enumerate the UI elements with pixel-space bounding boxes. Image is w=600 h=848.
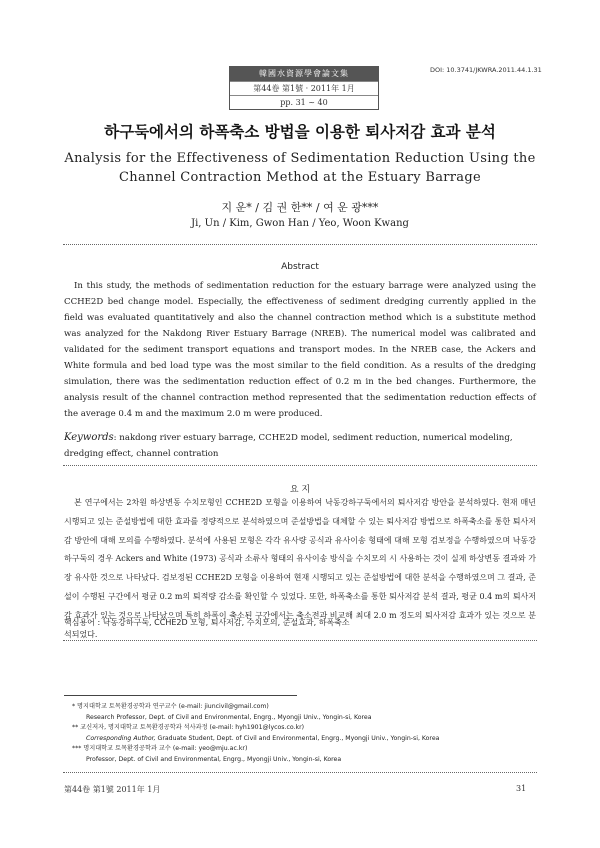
divider-dotted: [63, 244, 537, 245]
abstract-text: In this study, the methods of sedimentation reduction for the estuary barrage were analyzed using the CCHE2D bed change model. Especially, the effectiveness of sediment dredging currently applied in the field was evaluated quantitatively and also the channel contraction method which is a substitute method was analyzed for the Nakdong River Estuary Barrage (NREB). The numerical model was calibrated and validated for the sediment transport equations and transport modes. In the NREB case, the Ackers and White formula and bed load type was the most similar to the field condition. As a results of the dredging simulation, there was the sedimentation reduction effect of 0.2 m in the bed changes. Furthermore, the analysis result of the channel contraction method represented that the sedimentation reduction effects of the average 0.4 m and the maximum 2.0 m were produced.: [64, 281, 536, 419]
footnote-3-korean: *** 명지대학교 토목환경공학과 교수 (e-mail: yeo@mju.ac.kr): [72, 745, 248, 752]
footnote-1-english: Research Professor, Dept. of Civil and Environmental, Engrg., Myongji Univ., Yongin-si, Korea: [86, 713, 372, 721]
corresponding-author-label: Corresponding Author,: [86, 734, 156, 742]
keywords-label: Keywords: [64, 432, 114, 443]
footnotes: [72, 702, 542, 765]
abstract-heading: Abstract: [281, 262, 319, 272]
footnote-rule: [64, 695, 297, 696]
journal-info-box: [229, 66, 379, 110]
keywords-text: : nakdong river estuary barrage, CCHE2D model, sediment reduction, numerical modeling, dredging effect, channel contration: [64, 433, 513, 459]
korean-abstract-heading: 요 지: [289, 485, 311, 495]
footnote-2-korean: ** 교신저자, 명지대학교 토목환경공학과 석사과정 (e-mail: hyh1901@lycos.co.kr): [72, 724, 305, 731]
title-english: Analysis for the Effectiveness of Sedimentation Reduction Using the Channel Contraction Method at the Estuary Barrage: [64, 151, 536, 185]
divider-dotted: [63, 465, 537, 466]
footnote-3-english: Professor, Dept. of Civil and Environmental, Engrg., Myongji Univ., Yongin-si, Korea: [86, 755, 342, 763]
authors-korean: 지 운* / 김 권 한** / 여 운 광***: [221, 201, 379, 214]
journal-pages: pp. 31 ~ 40: [230, 95, 378, 109]
keywords: [64, 430, 536, 462]
page-footer-journal: 第44卷 第1號 2011年 1月: [64, 785, 161, 794]
footnote-2-english-text: Graduate Student, Dept. of Civil and Environmental, Engrg., Myongji Univ., Yongin-si, Korea: [155, 734, 440, 742]
korean-abstract-text: 본 연구에서는 2차원 하상변동 수치모형인 CCHE2D 모형을 이용하여 낙동강하구둑에서의 퇴사저감 방안을 분석하였다. 현재 매년 시행되고 있는 준설방법에 대한 효과를 정량적으로 분석하였으며 준설방법을 대체할 수 있는 퇴사저감 방법으로 하폭축소를 통한 퇴사저감 방안에 대해 모의를 수행하였다. 분석에 사용된 모형은 각각 유사량 공식과 유사이송 형태에 대해 모형 검보정을 수행하였으며 낙동강하구둑의 경우 Ackers and White (1973) 공식과 소류사 형태의 유사이송 방식을 수치모의 시 사용하는 것이 실제 하상변동 결과와 가장 유사한 것으로 나타났다. 검보정된 CCHE2D 모형을 이용하여 현재 시행되고 있는 준설방법에 대한 분석을 수행하였으며 그 결과, 준설이 수행된 구간에서 평균 0.2 m의 퇴적량 감소를 확인할 수 있었다. 또한, 하폭축소를 통한 퇴사저감 분석 결과, 평균 0.4 m의 퇴사저감 효과가 있는 것으로 나타났으며 특히 하폭이 축소된 구간에서는 축소전과 비교해 최대 2.0 m 정도의 퇴사저감 효과가 있는 것으로 분석되었다.: [64, 498, 536, 639]
authors-english: Ji, Un / Kim, Gwon Han / Yeo, Woon Kwang: [191, 218, 409, 229]
divider-dotted: [63, 640, 537, 641]
footnote-2-english: [72, 734, 542, 745]
title-korean: 하구둑에서의 하폭축소 방법을 이용한 퇴사저감 효과 분석: [104, 123, 496, 141]
journal-name: 韓國水資源學會論文集: [230, 67, 378, 81]
korean-keywords: 핵심용어 : 낙동강하구둑, CCHE2D 모형, 퇴사저감, 수치모의, 준설효과, 하폭축소: [64, 618, 350, 627]
doi-label: DOI: 10.3741/JKWRA.2011.44.1.31: [430, 66, 542, 74]
page-number: 31: [516, 784, 527, 793]
divider-dotted: [63, 772, 537, 773]
journal-volume: 第44卷 第1號 · 2011年 1月: [230, 81, 378, 95]
footnote-1-korean: * 명지대학교 토목환경공학과 연구교수 (e-mail: jiuncivil@gmail.com): [72, 703, 269, 710]
